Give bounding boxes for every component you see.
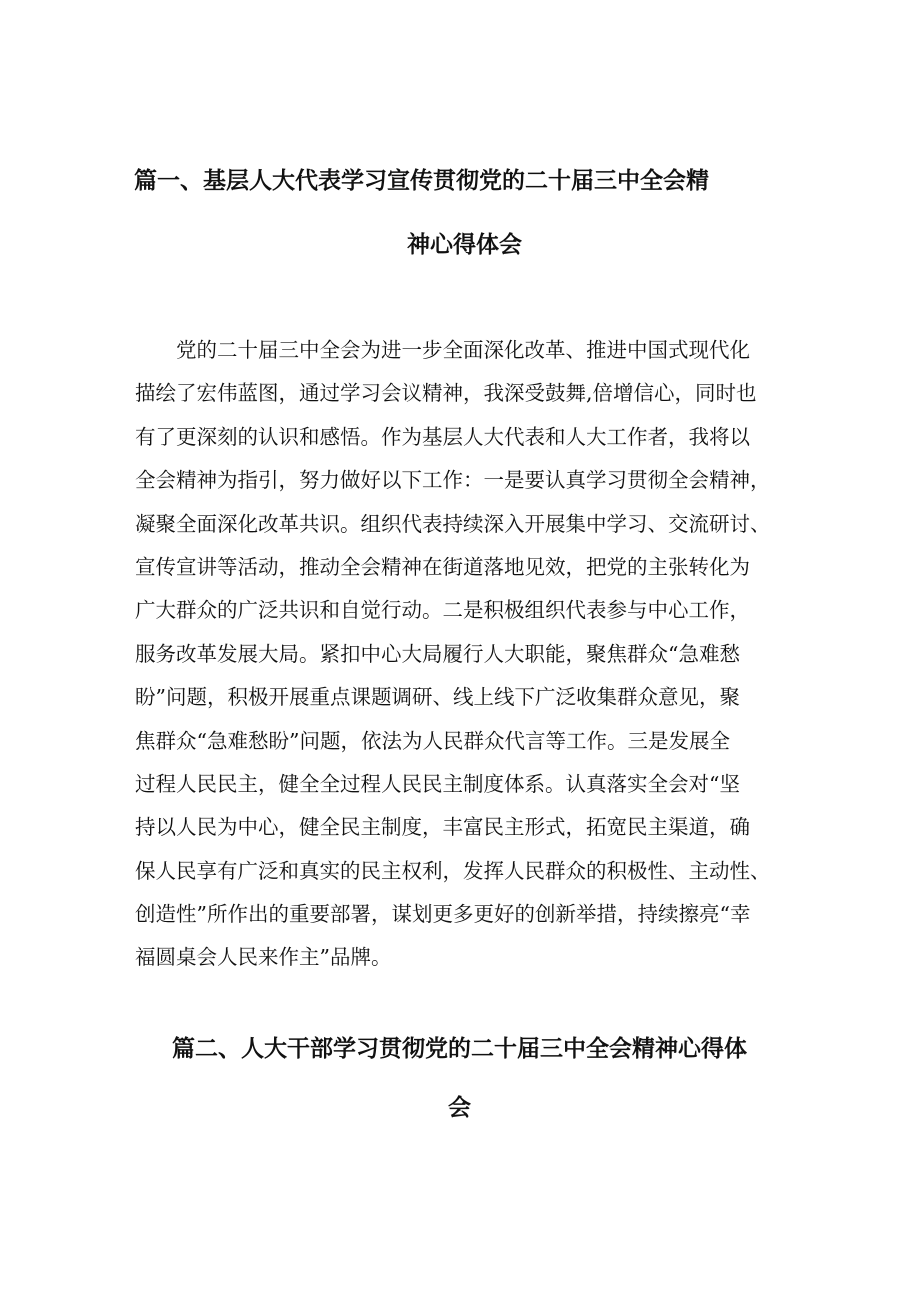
body-line: 盼”问题，积极开展重点课题调研、线上线下广泛收集群众意见，聚: [135, 685, 740, 710]
body-line: 焦群众“急难愁盼”问题，依法为人民群众代言等工作。三是发展全: [135, 728, 730, 753]
section2-title-line1: 篇二、人大干部学习贯彻党的二十届三中全会精神心得体: [172, 1036, 747, 1062]
section1-body: [135, 329, 785, 980]
body-line: 福圆桌会人民来作主”品牌。: [135, 945, 392, 970]
body-line: 描绘了宏伟蓝图，通过学习会议精神，我深受鼓舞,倍增信心，同时也: [135, 381, 757, 406]
section1-title-line2: 神心得体会: [407, 232, 522, 258]
body-line: 服务改革发展大局。紧扣中心大局履行人大职能，聚焦群众“急难愁: [135, 641, 740, 666]
body-line: 持以人民为中心，健全民主制度，丰富民主形式，拓宽民主渠道，确: [135, 815, 750, 840]
body-line: 创造性”所作出的重要部署，谋划更多更好的创新举措，持续擦亮“幸: [135, 902, 751, 927]
section2-title-line2: 会: [448, 1095, 471, 1121]
body-line: 有了更深刻的认识和感悟。作为基层人大代表和人大工作者，我将以: [135, 424, 750, 449]
body-line: 广大群众的广泛共识和自觉行动。二是积极组织代表参与中心工作，: [135, 598, 750, 623]
body-line: 保人民享有广泛和真实的民主权利，发挥人民群众的积极性、主动性、: [135, 858, 771, 883]
body-line: 党的二十届三中全会为进一步全面深化改革、推进中国式现代化: [135, 338, 750, 362]
body-line: 凝聚全面深化改革共识。组织代表持续深入开展集中学习、交流研讨、: [135, 511, 771, 536]
body-line: 过程人民民主，健全全过程人民民主制度体系。认真落实全会对“坚: [135, 771, 740, 796]
section1-title-line1: 篇一、基层人大代表学习宣传贯彻党的二十届三中全会精: [134, 168, 709, 194]
body-line: 宣传宣讲等活动，推动全会精神在街道落地见效，把党的主张转化为: [135, 554, 750, 579]
body-line: 全会精神为指引，努力做好以下工作：一是要认真学习贯彻全会精神，: [135, 468, 771, 493]
